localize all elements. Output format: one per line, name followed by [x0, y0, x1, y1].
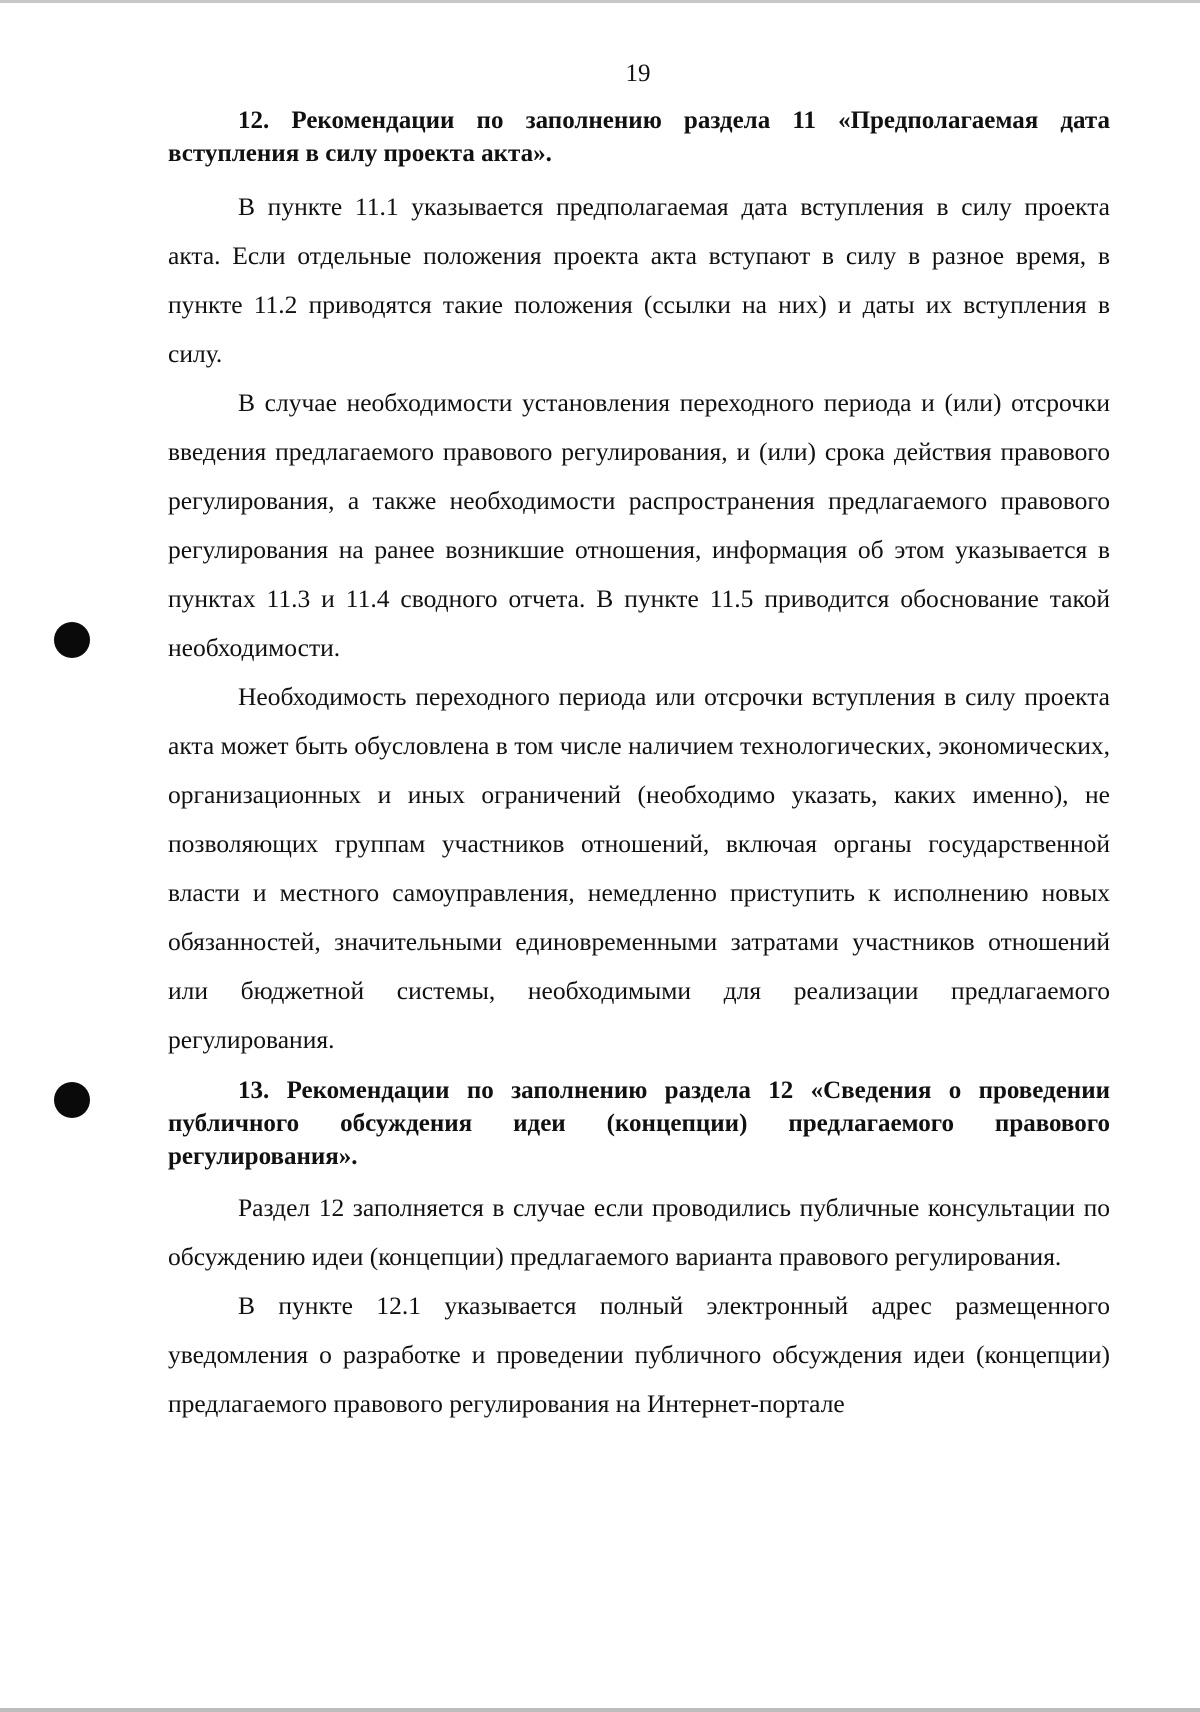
punch-hole [54, 1082, 90, 1118]
scan-edge-bottom [0, 1708, 1200, 1712]
page-number: 19 [625, 60, 651, 87]
section-heading-12: 12. Рекомендации по заполнению раздела 11 «Предполагаемая дата вступления в силу проекта акта». [168, 107, 1110, 167]
paragraph: В пункте 11.1 указывается предполагаемая дата вступления в силу проекта акта. Если отдельные положения проекта акта вступают в силу в разное время, в пункте 11.2 приводятся такие положения (ссылки на них) и даты их вступления в силу. [168, 192, 1110, 368]
document-body [168, 104, 1110, 1428]
paragraph: Необходимость переходного периода или отсрочки вступления в силу проекта акта может быть обусловлена в том числе наличием технологических, экономических, организационных и иных ограничений (необходимо указать, каких именно), не позволяющих группам участников отношений, включая органы государственной власти и местного самоуправления, немедленно приступить к исполнению новых обязанностей, значительными единовременными затратами участников отношений или бюджетной системы, необходимыми для реализации предлагаемого регулирования. [168, 682, 1110, 1054]
section-heading-13: 13. Рекомендации по заполнению раздела 12 «Сведения о проведении публичного обсуждения идеи (концепции) предлагаемого правового регулирования». [168, 1077, 1110, 1170]
paragraph: Раздел 12 заполняется в случае если проводились публичные консультации по обсуждению идеи (концепции) предлагаемого варианта правового регулирования. [168, 1193, 1110, 1271]
punch-hole [54, 622, 90, 658]
paragraph: В случае необходимости установления переходного периода и (или) отсрочки введения предлагаемого правового регулирования, и (или) срока действия правового регулирования, а также необходимости распространения предлагаемого правового регулирования на ранее возникшие отношения, информация об этом указывается в пунктах 11.3 и 11.4 сводного отчета. В пункте 11.5 приводится обоснование такой необходимости. [168, 388, 1110, 662]
scan-edge-top [0, 0, 1200, 3]
paragraph: В пункте 12.1 указывается полный электронный адрес размещенного уведомления о разработке и проведении публичного обсуждения идеи (концепции) предлагаемого правового регулирования на Интернет-портале [168, 1291, 1110, 1418]
